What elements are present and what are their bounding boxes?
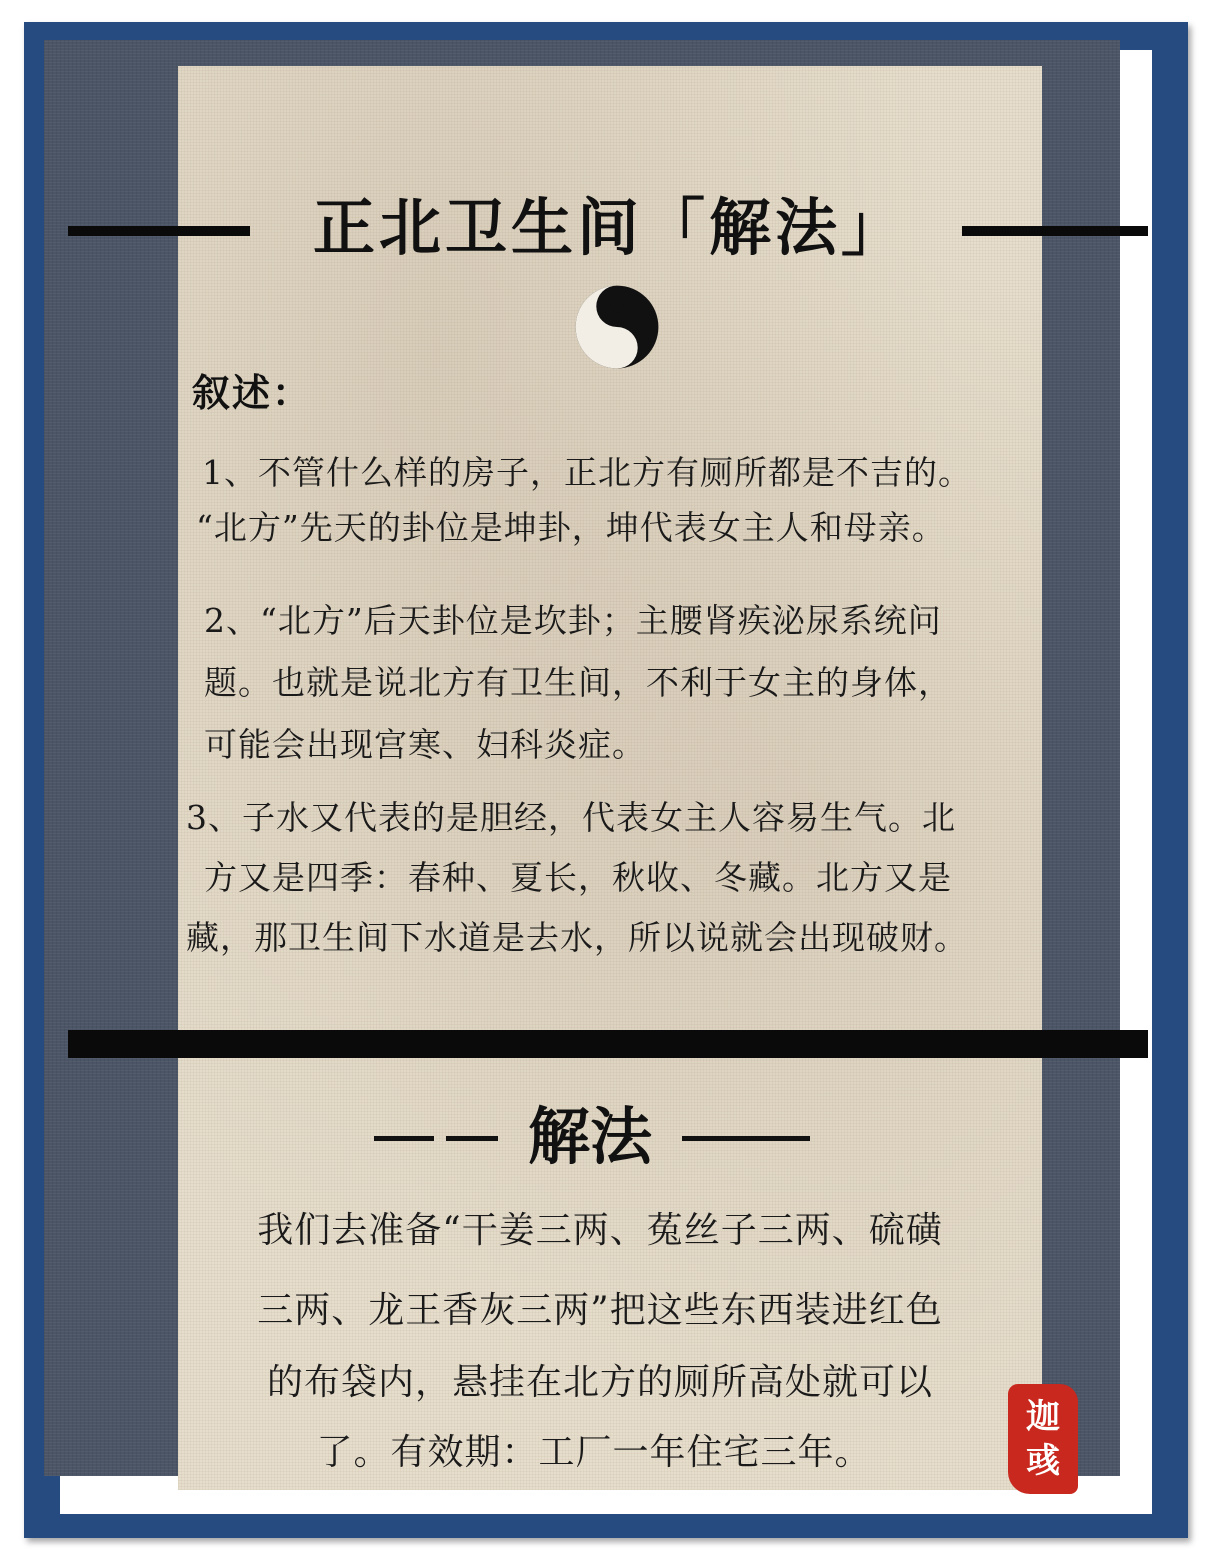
paper-panel: [178, 66, 1042, 1490]
narrative-line: 3、子水又代表的是胆经，代表女主人容易生气。北: [186, 798, 956, 837]
solution-title: 解法: [527, 1100, 652, 1173]
solution-line: 的布袋内，悬挂在北方的厕所高处就可以: [266, 1362, 933, 1403]
section-divider: [68, 1030, 1148, 1058]
narrative-line: 2、“北方”后天卦位是坎卦；主腰肾疾泌尿系统问: [204, 601, 942, 640]
narrative-line: 题。也就是说北方有卫生间，不利于女主的身体，: [204, 663, 952, 702]
solution-line: 我们去准备“干姜三两、菟丝子三两、硫磺: [257, 1210, 943, 1251]
narrative-line: 藏，那卫生间下水道是去水，所以说就会出现破财。: [186, 918, 968, 957]
red-seal-stamp: [1008, 1384, 1078, 1494]
title-right-bar: [962, 226, 1148, 236]
seal-char: 迦: [1026, 1397, 1060, 1437]
solution-line: 三两、龙王香灰三两”把这些东西装进红色: [257, 1290, 943, 1331]
narrative-line: “北方”先天的卦位是坤卦，坤代表女主人和母亲。: [196, 508, 946, 547]
narrative-paragraph-1: [196, 448, 972, 558]
title-left-bar: [68, 226, 250, 236]
narrative-line: 1、不管什么样的房子，正北方有厕所都是不吉的。: [202, 453, 972, 492]
page-title: 正北卫生间「解法」: [312, 191, 907, 264]
narrative-line: 方又是四季：春种、夏长，秋收、冬藏。北方又是: [204, 858, 952, 897]
solution-line: 了。有效期：工厂一年住宅三年。: [316, 1432, 872, 1473]
narrative-line: 可能会出现宫寒、妇科炎症。: [204, 725, 646, 764]
subheading: 叙述：: [192, 370, 313, 415]
narrative-paragraph-2: [204, 590, 952, 776]
narrative-paragraph-3: [186, 788, 968, 968]
seal-char: 彧: [1026, 1441, 1060, 1481]
yin-yang-icon: [572, 282, 662, 372]
